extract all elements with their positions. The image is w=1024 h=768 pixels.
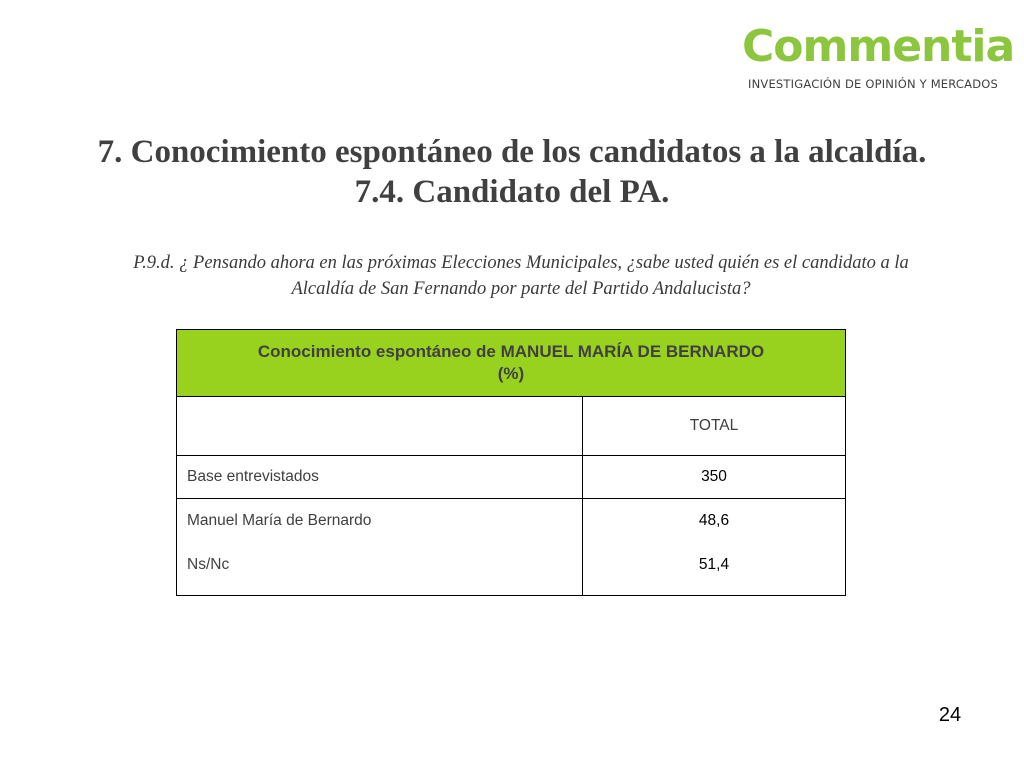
answer-labels-cell	[177, 499, 583, 596]
answer-value: 48,6	[698, 512, 730, 529]
results-table	[176, 329, 846, 596]
title-line-2: 7.4. Candidato del PA.	[354, 174, 670, 210]
survey-question	[90, 250, 952, 302]
table-row-answers	[177, 499, 846, 596]
empty-header-cell	[177, 397, 583, 456]
table-row-base	[177, 456, 846, 499]
title-line-1: 7. Conocimiento espontáneo de los candidatos a la alcaldía.	[97, 134, 927, 170]
table-header-line-2: (%)	[497, 364, 525, 383]
table-header-line-1: Conocimiento espontáneo de MANUEL MARÍA DE BERNARDO	[257, 342, 765, 361]
logo-tagline: INVESTIGACIÓN DE OPINIÓN Y MERCADOS	[748, 77, 998, 91]
commentia-logo	[742, 20, 1015, 91]
table-header-row	[177, 330, 846, 397]
base-label: Base entrevistados	[177, 456, 583, 499]
column-header-total: TOTAL	[583, 397, 846, 456]
answer-value: 51,4	[698, 556, 730, 573]
answer-label: Ns/Nc	[187, 556, 230, 573]
table-column-header-row	[177, 397, 846, 456]
question-line-1: P.9.d. ¿ Pensando ahora en las próximas Elecciones Municipales, ¿sabe usted quién es el candidato a la	[133, 253, 909, 273]
logo-name: Commentia	[742, 21, 1015, 72]
table-header	[177, 330, 846, 397]
slide-title	[0, 132, 1024, 212]
answer-label: Manuel María de Bernardo	[187, 512, 372, 529]
page-number: 24	[938, 704, 962, 726]
question-line-2: Alcaldía de San Fernando por parte del Partido Andalucista?	[291, 279, 751, 299]
answer-values-cell	[583, 499, 846, 596]
base-value: 350	[583, 456, 846, 499]
